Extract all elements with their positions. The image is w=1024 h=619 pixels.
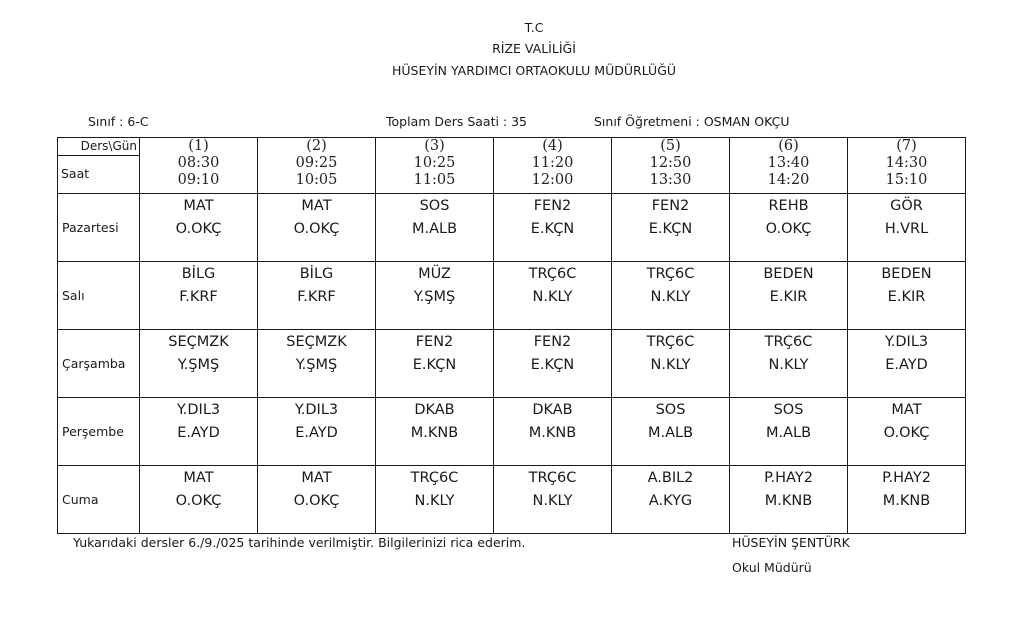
lesson-subject: TRÇ6C [646,334,695,350]
lesson-teacher: M.KNB [528,425,577,441]
lesson-teacher: F.KRF [297,289,336,305]
period-header-3 [376,138,494,194]
lesson-teacher: E.KÇN [412,357,457,373]
lesson-teacher: Y.ŞMŞ [295,357,338,373]
period-end: 09:10 [177,172,220,188]
lesson-subject: MAT [891,402,922,418]
lesson-cell [140,194,258,262]
day-label: Cuma [58,466,140,534]
period-start: 13:40 [767,155,810,171]
lesson-cell [730,194,848,262]
lesson-teacher: Y.ŞMŞ [177,357,220,373]
lesson-teacher: E.KIR [887,289,926,305]
lesson-cell [730,398,848,466]
principal-title: Okul Müdürü [732,560,812,575]
period-start: 14:30 [885,155,928,171]
lesson-cell [494,466,612,534]
lesson-cell [258,194,376,262]
lesson-teacher: E.AYD [177,425,220,441]
lesson-cell [848,398,966,466]
lesson-teacher: N.KLY [650,289,691,305]
lesson-cell [612,330,730,398]
period-start: 09:25 [295,155,338,171]
day-row [58,398,966,466]
lesson-cell [140,466,258,534]
lesson-subject: TRÇ6C [528,470,577,486]
period-header-1 [140,138,258,194]
lesson-teacher: M.ALB [765,425,812,441]
lesson-teacher: N.KLY [532,493,573,509]
day-label: Perşembe [58,398,140,466]
lesson-subject: Y.DIL3 [294,402,339,418]
period-num: (5) [660,138,681,154]
lesson-teacher: O.OKÇ [175,493,222,509]
lesson-cell [730,262,848,330]
schedule-table [57,137,966,534]
lesson-subject: BİLG [299,266,334,282]
period-end: 14:20 [767,172,810,188]
lesson-cell [848,194,966,262]
period-end: 15:10 [885,172,928,188]
period-header-7 [848,138,966,194]
period-end: 12:00 [531,172,574,188]
lesson-cell [848,262,966,330]
header-school-directorate: HÜSEYİN YARDIMCI ORTAOKULU MÜDÜRLÜĞÜ [391,63,677,78]
lesson-teacher: M.ALB [411,221,458,237]
lesson-cell [376,330,494,398]
lesson-subject: SOS [419,198,450,214]
corner-time-label: Saat [61,166,90,181]
lesson-cell [848,330,966,398]
lesson-teacher: M.KNB [410,425,459,441]
day-label: Pazartesi [58,194,140,262]
class-info: Sınıf : 6-C [88,114,149,129]
lesson-teacher: H.VRL [884,221,929,237]
lesson-cell [730,330,848,398]
lesson-teacher: O.OKÇ [293,493,340,509]
lesson-cell [258,466,376,534]
lesson-cell [612,466,730,534]
lesson-subject: BEDEN [881,266,932,282]
period-end: 11:05 [413,172,456,188]
lesson-subject: MAT [301,470,332,486]
lesson-subject: FEN2 [533,334,572,350]
day-row [58,466,966,534]
period-start: 08:30 [177,155,220,171]
period-num: (4) [542,138,563,154]
lesson-cell [376,466,494,534]
lesson-subject: TRÇ6C [764,334,813,350]
lesson-teacher: N.KLY [414,493,455,509]
lesson-subject: TRÇ6C [528,266,577,282]
lesson-teacher: N.KLY [650,357,691,373]
day-row [58,330,966,398]
lesson-subject: Y.DIL3 [176,402,221,418]
lesson-subject: SOS [773,402,804,418]
lesson-teacher: E.KIR [769,289,808,305]
lesson-teacher: O.OKÇ [765,221,812,237]
corner-lessons-days-label: Ders\Gün [58,138,139,156]
period-num: (1) [188,138,209,154]
lesson-teacher: N.KLY [532,289,573,305]
lesson-cell [376,262,494,330]
lesson-teacher: M.ALB [647,425,694,441]
lesson-cell [494,262,612,330]
lesson-cell [612,262,730,330]
lesson-subject: REHB [768,198,809,214]
lesson-teacher: M.KNB [764,493,813,509]
period-end: 10:05 [295,172,338,188]
principal-name: HÜSEYİN ŞENTÜRK [732,535,850,550]
period-header-5 [612,138,730,194]
lesson-teacher: E.KÇN [648,221,693,237]
lesson-teacher: O.OKÇ [883,425,930,441]
lesson-teacher: F.KRF [179,289,218,305]
header-tc: T.C [524,20,544,35]
period-header-6 [730,138,848,194]
lesson-teacher: E.AYD [885,357,928,373]
lesson-subject: DKAB [532,402,573,418]
lesson-cell [140,262,258,330]
lesson-cell [494,194,612,262]
period-start: 12:50 [649,155,692,171]
day-label: Salı [58,262,140,330]
period-start: 11:20 [531,155,574,171]
day-row [58,262,966,330]
lesson-teacher: N.KLY [768,357,809,373]
footer-note: Yukarıdaki dersler 6./9./025 tarihinde verilmiştir. Bilgilerinizi rica ederim. [73,535,526,550]
period-num: (3) [424,138,445,154]
lesson-teacher: E.KÇN [530,357,575,373]
total-hours-info: Toplam Ders Saati : 35 [386,114,528,129]
period-header-2 [258,138,376,194]
corner-cell [58,138,140,194]
day-label: Çarşamba [58,330,140,398]
lesson-cell [848,466,966,534]
lesson-cell [494,330,612,398]
lesson-teacher: E.KÇN [530,221,575,237]
lesson-subject: SOS [655,402,686,418]
lesson-teacher: O.OKÇ [293,221,340,237]
lesson-teacher: O.OKÇ [175,221,222,237]
period-num: (6) [778,138,799,154]
lesson-teacher: M.KNB [882,493,931,509]
period-header-4 [494,138,612,194]
lesson-subject: FEN2 [533,198,572,214]
lesson-subject: MAT [183,198,214,214]
lesson-cell [494,398,612,466]
lesson-subject: BİLG [181,266,216,282]
lesson-subject: FEN2 [651,198,690,214]
lesson-teacher: E.AYD [295,425,338,441]
lesson-subject: MAT [183,470,214,486]
lesson-cell [258,398,376,466]
lesson-cell [612,194,730,262]
header-governorship: RİZE VALİLİĞİ [492,41,576,56]
period-num: (2) [306,138,327,154]
lesson-subject: MAT [301,198,332,214]
lesson-subject: A.BIL2 [647,470,694,486]
period-end: 13:30 [649,172,692,188]
lesson-subject: TRÇ6C [646,266,695,282]
lesson-subject: P.HAY2 [764,470,813,486]
lesson-subject: DKAB [414,402,455,418]
period-num: (7) [896,138,917,154]
lesson-cell [376,398,494,466]
lesson-subject: FEN2 [415,334,454,350]
lesson-subject: Y.DIL3 [884,334,929,350]
lesson-subject: TRÇ6C [410,470,459,486]
lesson-cell [612,398,730,466]
lesson-subject: SEÇMZK [168,334,229,350]
lesson-subject: P.HAY2 [882,470,931,486]
lesson-subject: GÖR [890,198,923,214]
lesson-teacher: Y.ŞMŞ [413,289,456,305]
lesson-subject: BEDEN [763,266,814,282]
day-row [58,194,966,262]
lesson-subject: MÜZ [418,266,451,282]
lesson-subject: SEÇMZK [286,334,347,350]
lesson-cell [258,330,376,398]
class-teacher-info: Sınıf Öğretmeni : OSMAN OKÇU [594,114,790,129]
lesson-cell [140,330,258,398]
lesson-cell [258,262,376,330]
lesson-cell [140,398,258,466]
lesson-cell [730,466,848,534]
lesson-cell [376,194,494,262]
period-start: 10:25 [413,155,456,171]
lesson-teacher: A.KYG [648,493,693,509]
header-row [58,138,966,194]
